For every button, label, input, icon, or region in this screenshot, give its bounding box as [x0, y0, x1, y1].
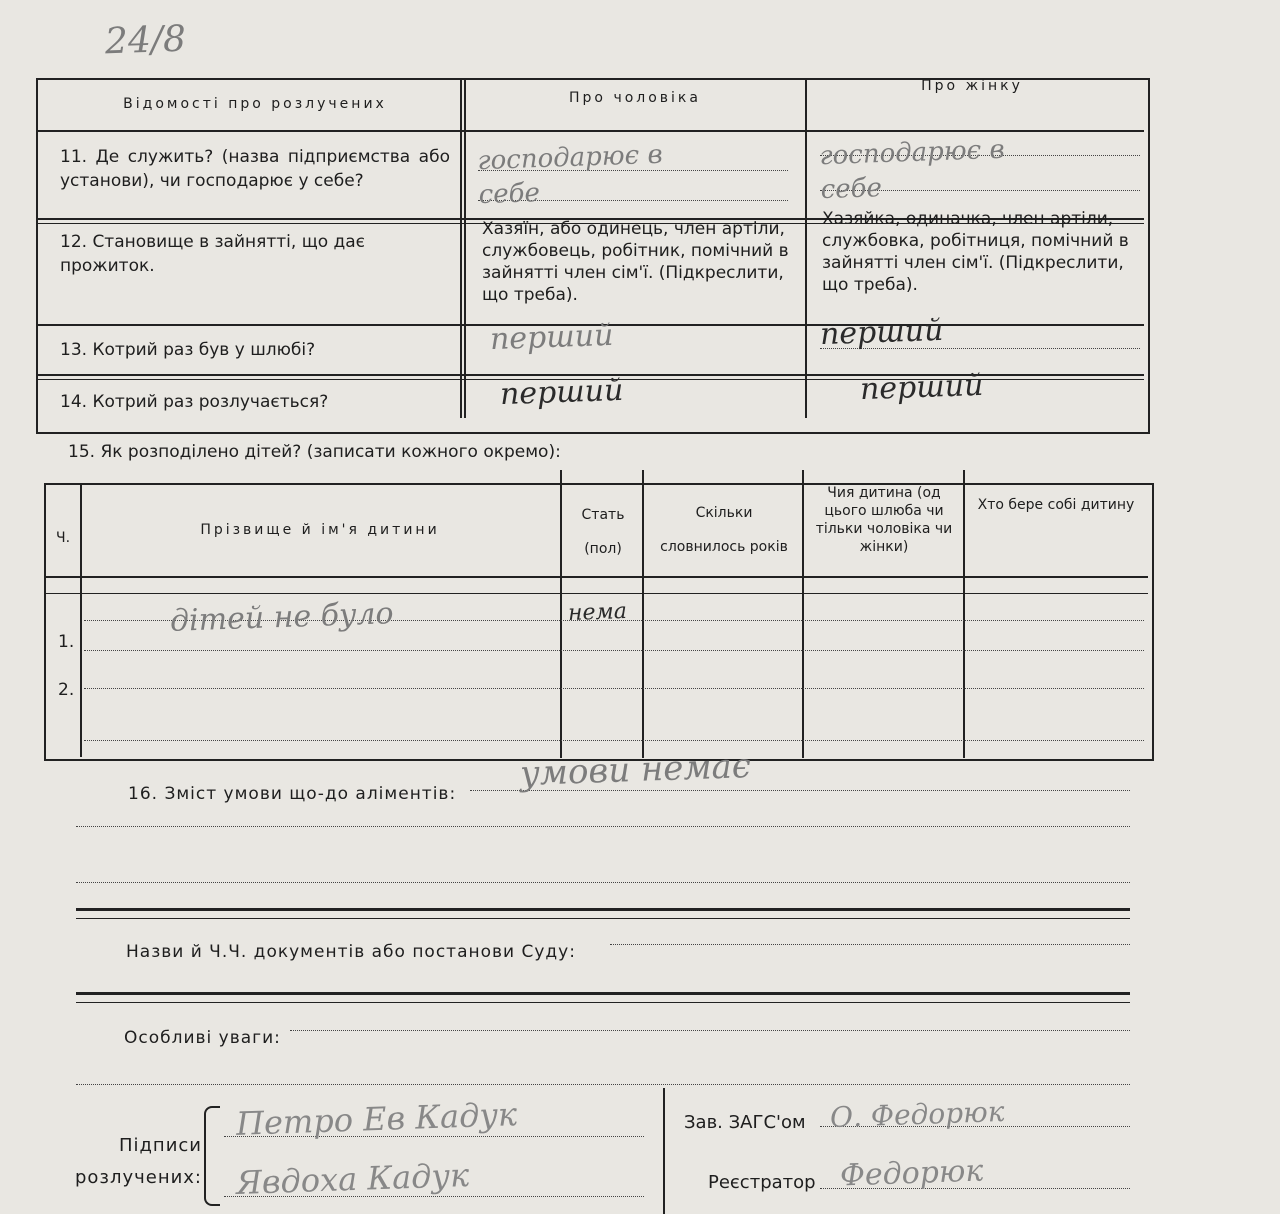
row13-woman-answer: перший	[819, 312, 944, 353]
question-12: 12. Становище в зайнятті, що дає прожиток.	[60, 232, 366, 276]
row12-woman-options: Хазяйка, одиначка, член артіли, службовка, робітниця, помічний в зайнятті член сім'ї. (Підкреслити, що треба).	[822, 209, 1129, 295]
section-separator	[76, 918, 1130, 919]
documents-line	[610, 944, 1130, 945]
archive-number: 24/8	[104, 18, 187, 63]
wife-signature: Явдоха Кадук	[235, 1155, 470, 1203]
alimony-answer: умови немає	[519, 745, 752, 795]
table1-col-divider	[805, 78, 807, 418]
table2-header-line	[46, 593, 1148, 594]
table2-col-divider	[802, 470, 804, 758]
registrar-label: Реєстратор	[708, 1172, 816, 1193]
table1-col-divider	[464, 78, 466, 418]
child-sex-answer: нема	[567, 598, 628, 627]
alimony-line	[76, 882, 1130, 883]
table1-header-info: Відомості про розлучених	[123, 96, 387, 112]
table2-col-divider	[560, 470, 562, 758]
table2-row-line	[84, 688, 1144, 689]
section-separator	[76, 992, 1130, 995]
documents-label: Назви й Ч.Ч. документів або постанови Суду:	[126, 942, 576, 962]
question-13: 13. Котрий раз був у шлюбі?	[60, 340, 316, 360]
alimony-label: 16. Зміст умови що-до аліментів:	[128, 784, 457, 804]
child-name-answer: дітей не було	[169, 596, 395, 639]
notes-line	[76, 1084, 1130, 1085]
section-separator	[76, 908, 1130, 911]
table2-row-line	[84, 650, 1144, 651]
alimony-line	[76, 826, 1130, 827]
table2-header-whose: Чия дитина (од цього шлюба чи тільки чоловіка чи жінки)	[815, 485, 953, 555]
table1-row-line	[38, 130, 1144, 132]
registry-head-label: Зав. ЗАГС'ом	[684, 1112, 806, 1133]
question-14: 14. Котрий раз розлучається?	[60, 392, 329, 412]
section15-title: 15. Як розподілено дітей? (записати кожного окремо):	[68, 442, 561, 462]
question-11: 11. Де служить? (назва підприємства або установи), чи господарює у себе?	[60, 147, 450, 191]
registrar-signature: Федорюк	[839, 1153, 984, 1194]
child-row-number: 2.	[58, 680, 75, 700]
husband-signature: Петро Ев Кадук	[235, 1095, 518, 1143]
table2-header-takes: Хто бере собі дитину	[977, 497, 1135, 513]
table1-header-woman: Про жінку	[921, 78, 1023, 94]
row14-woman-answer: перший	[859, 367, 984, 408]
notes-line	[290, 1030, 1130, 1031]
signature-divider	[663, 1088, 665, 1214]
table2-col-divider	[642, 470, 644, 758]
row11-woman-answer: господарює в себе	[818, 134, 1006, 206]
table2-header-line	[46, 576, 1148, 578]
table2-header-age: Скільки словнилось років	[660, 505, 788, 555]
table2-header-name: Прізвище й ім'я дитини	[200, 522, 440, 538]
section-separator	[76, 1002, 1130, 1003]
table2-row-line	[84, 740, 1144, 741]
registry-head-signature: О. Федорюк	[829, 1094, 1005, 1135]
child-row-number: 1.	[58, 632, 75, 652]
table2-col-divider	[963, 470, 965, 758]
row11-man-answer: господарює в себе	[476, 139, 664, 211]
row14-man-answer: перший	[499, 372, 624, 413]
table2-header-sex: Стать (пол)	[581, 507, 625, 557]
signatures-brace	[204, 1106, 220, 1206]
signatures-label: Підписи розлучених:	[74, 1135, 202, 1188]
table1-col-divider	[460, 78, 462, 418]
table2-col-divider	[80, 485, 82, 757]
row13-man-answer: перший	[489, 317, 614, 358]
table1-header-man: Про чоловіка	[569, 90, 701, 106]
row12-man-options: Хазяїн, або одинець, член артіли, службовець, робітник, помічний в зайнятті член сім'ї. (Підкреслити, що треба).	[482, 219, 789, 305]
table2-header-num: Ч.	[55, 530, 71, 546]
notes-label: Особливі уваги:	[124, 1028, 281, 1048]
